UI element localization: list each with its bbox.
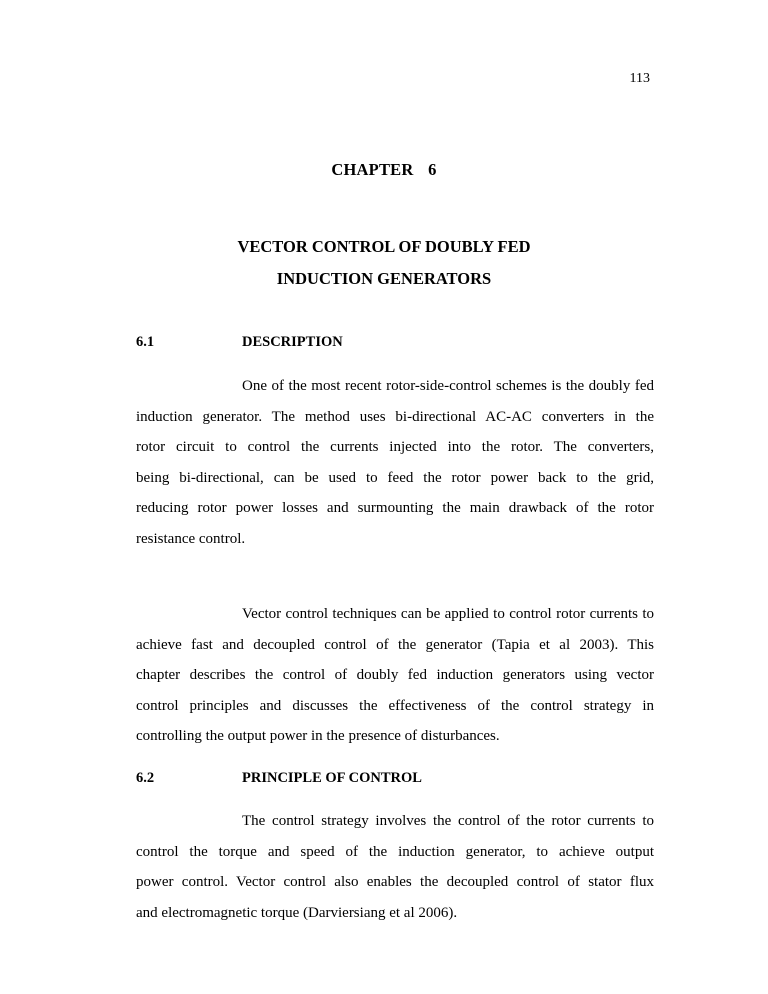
paragraph-line: and electromagnetic torque (Darviersiang et al 2006).: [136, 904, 458, 921]
section-heading-6-2: [136, 769, 422, 787]
paragraph-line: being bi-directional, can be used to feed the rotor power back to the grid,: [136, 469, 654, 486]
paragraph-line: control principles and discusses the effectiveness of the control strategy in: [136, 697, 654, 714]
chapter-label: CHAPTER 6: [331, 160, 437, 179]
paragraph-line: reducing rotor power losses and surmounting the main drawback of the rotor: [136, 500, 654, 517]
paragraph-line: induction generator. The method uses bi-directional AC-AC converters in the: [136, 408, 654, 425]
chapter-title: [0, 231, 768, 295]
paragraph-line: control the torque and speed of the induction generator, to achieve output: [136, 843, 654, 860]
paragraph-line: power control. Vector control also enables the decoupled control of stator flux: [136, 874, 654, 891]
page-number: 113: [629, 71, 650, 86]
paragraph-line: The control strategy involves the control of the rotor currents to: [242, 813, 654, 829]
paragraph-line: One of the most recent rotor-side-control schemes is the doubly fed: [242, 378, 654, 394]
paragraph-line: resistance control.: [136, 530, 246, 547]
section-title: DESCRIPTION: [242, 334, 343, 350]
paragraph: [136, 599, 654, 752]
section-heading-6-1: [136, 333, 343, 351]
section-number: 6.1: [136, 334, 155, 350]
paragraph-line: Vector control techniques can be applied to control rotor currents to: [242, 606, 654, 622]
paragraph-line: rotor circuit to control the currents injected into the rotor. The converters,: [136, 439, 654, 456]
paragraph-line: controlling the output power in the presence of disturbances.: [136, 728, 500, 745]
section-title: PRINCIPLE OF CONTROL: [242, 770, 422, 786]
chapter-title-line: INDUCTION GENERATORS: [276, 269, 492, 288]
paragraph: [136, 806, 654, 928]
paragraph-line: achieve fast and decoupled control of the generator (Tapia et al 2003). This: [136, 636, 654, 653]
section-number: 6.2: [136, 770, 155, 786]
paragraph: [136, 371, 654, 555]
chapter-title-line: VECTOR CONTROL OF DOUBLY FED: [237, 237, 531, 256]
paragraph-line: chapter describes the control of doubly fed induction generators using vector: [136, 667, 654, 684]
